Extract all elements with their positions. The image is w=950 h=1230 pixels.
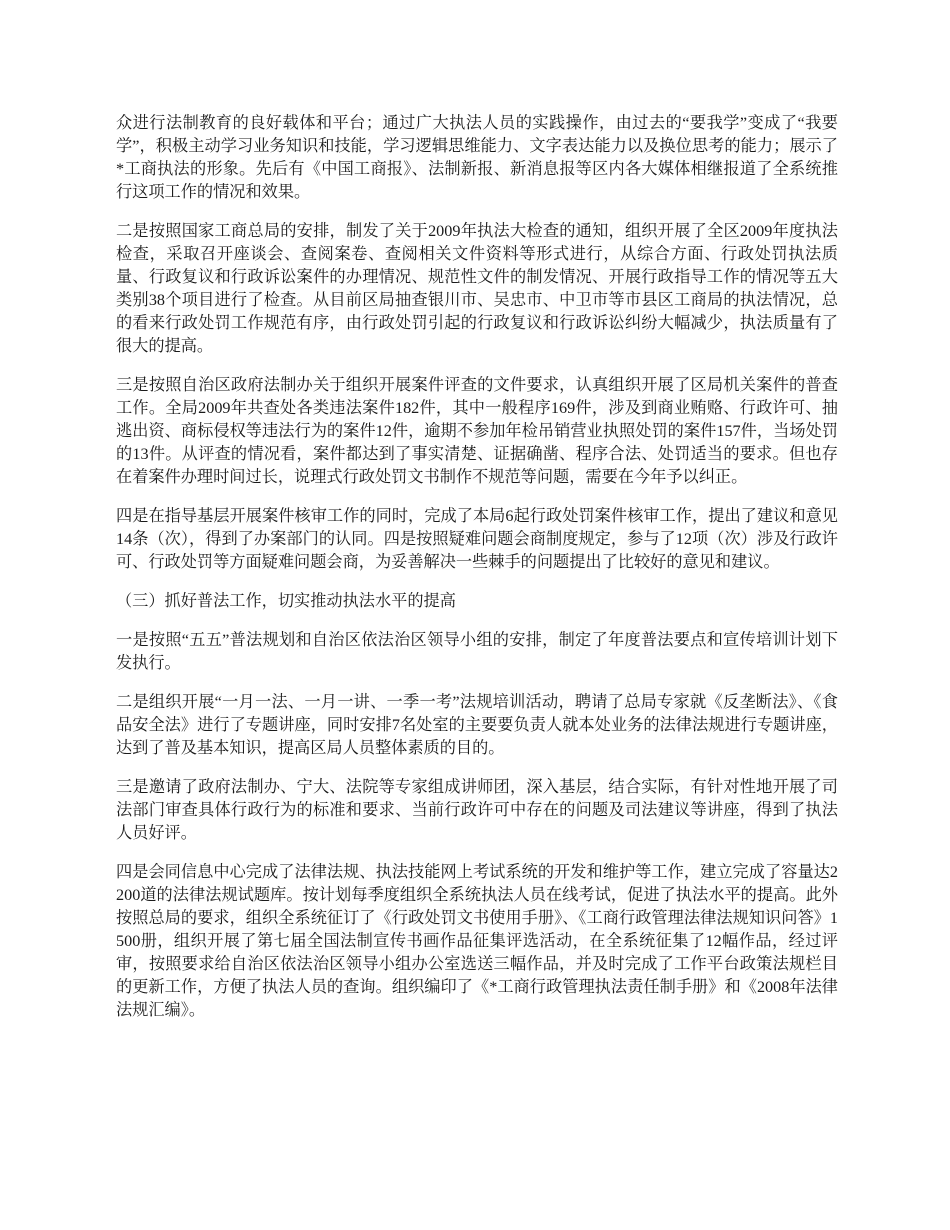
paragraph-2: 二是按照国家工商总局的安排，制发了关于2009年执法大检查的通知，组织开展了全区2009年度执法检查，采取召开座谈会、查阅案卷、查阅相关文件资料等形式进行，从综合方面、行政处罚执法质量、行政复议和行政诉讼案件的办理情况、规范性文件的制发情况、开展行政指导工作的情况等五大类别38个项目进行了检查。从目前区局抽查银川市、吴忠市、中卫市等市县区工商局的执法情况，总的看来行政处罚工作规范有序，由行政处罚引起的行政复议和行政诉讼纠纷大幅减少，执法质量有了很大的提高。 (116, 222, 838, 355)
paragraph-5: 一是按照“五五”普法规划和自治区依法治区领导小组的安排，制定了年度普法要点和宣传培训计划下发执行。 (116, 631, 838, 672)
paragraph-4: 四是在指导基层开展案件核审工作的同时，完成了本局6起行政处罚案件核审工作，提出了建议和意见14条（次），得到了办案部门的认同。四是按照疑难问题会商制度规定，参与了12项（次）涉及行政许可、行政处罚等方面疑难问题会商，为妥善解决一些棘手的问题提出了比较好的意见和建议。 (116, 507, 838, 571)
paragraph-3: 三是按照自治区政府法制办关于组织开展案件评查的文件要求，认真组织开展了区局机关案件的普查工作。全局2009年共查处各类违法案件182件，其中一般程序169件，涉及到商业贿赂、行政许可、抽逃出资、商标侵权等违法行为的案件12件，逾期不参加年检吊销营业执照处罚的案件157件，当场处罚的13件。从评查的情况看，案件都达到了事实清楚、证据确凿、程序合法、处罚适当的要求。但也存在着案件办理时间过长，说理式行政处罚文书制作不规范等问题，需要在今年予以纠正。 (116, 376, 838, 486)
paragraph-6: 二是组织开展“一月一法、一月一讲、一季一考”法规培训活动，聘请了总局专家就《反垄断法》、《食品安全法》进行了专题讲座，同时安排7名处室的主要要负责人就本处业务的法律法规进行专题讲座，达到了普及基本知识，提高区局人员整体素质的目的。 (116, 693, 838, 757)
section-heading: （三）抓好普法工作，切实推动执法水平的提高 (116, 592, 456, 610)
paragraph-8: 四是会同信息中心完成了法律法规、执法技能网上考试系统的开发和维护等工作，建立完成了容量达2200道的法律法规试题库。按计划每季度组织全系统执法人员在线考试，促进了执法水平的提高。此外按照总局的要求，组织全系统征订了《行政处罚文书使用手册》、《工商行政管理法律法规知识问答》1500册，组织开展了第七届全国法制宣传书画作品征集评选活动，在全系统征集了12幅作品，经过评审，按照要求给自治区依法治区领导小组办公室选送三幅作品，并及时完成了工作平台政策法规栏目的更新工作，方便了执法人员的查询。组织编印了《*工商行政管理执法责任制手册》和《2008年法律法规汇编》。 (116, 863, 838, 1019)
paragraph-7: 三是邀请了政府法制办、宁大、法院等专家组成讲师团，深入基层，结合实际，有针对性地开展了司法部门审查具体行政行为的标准和要求、当前行政许可中存在的问题及司法建议等讲座，得到了执法人员好评。 (116, 778, 838, 842)
paragraph-1: 众进行法制教育的良好载体和平台；通过广大执法人员的实践操作，由过去的“要我学”变成了“我要学”，积极主动学习业务知识和技能，学习逻辑思维能力、文字表达能力以及换位思考的能力；展示了*工商执法的形象。先后有《中国工商报》、法制新报、新消息报等区内各大媒体相继报道了全系统推行这项工作的情况和效果。 (116, 114, 838, 201)
document-body (116, 112, 838, 1038)
